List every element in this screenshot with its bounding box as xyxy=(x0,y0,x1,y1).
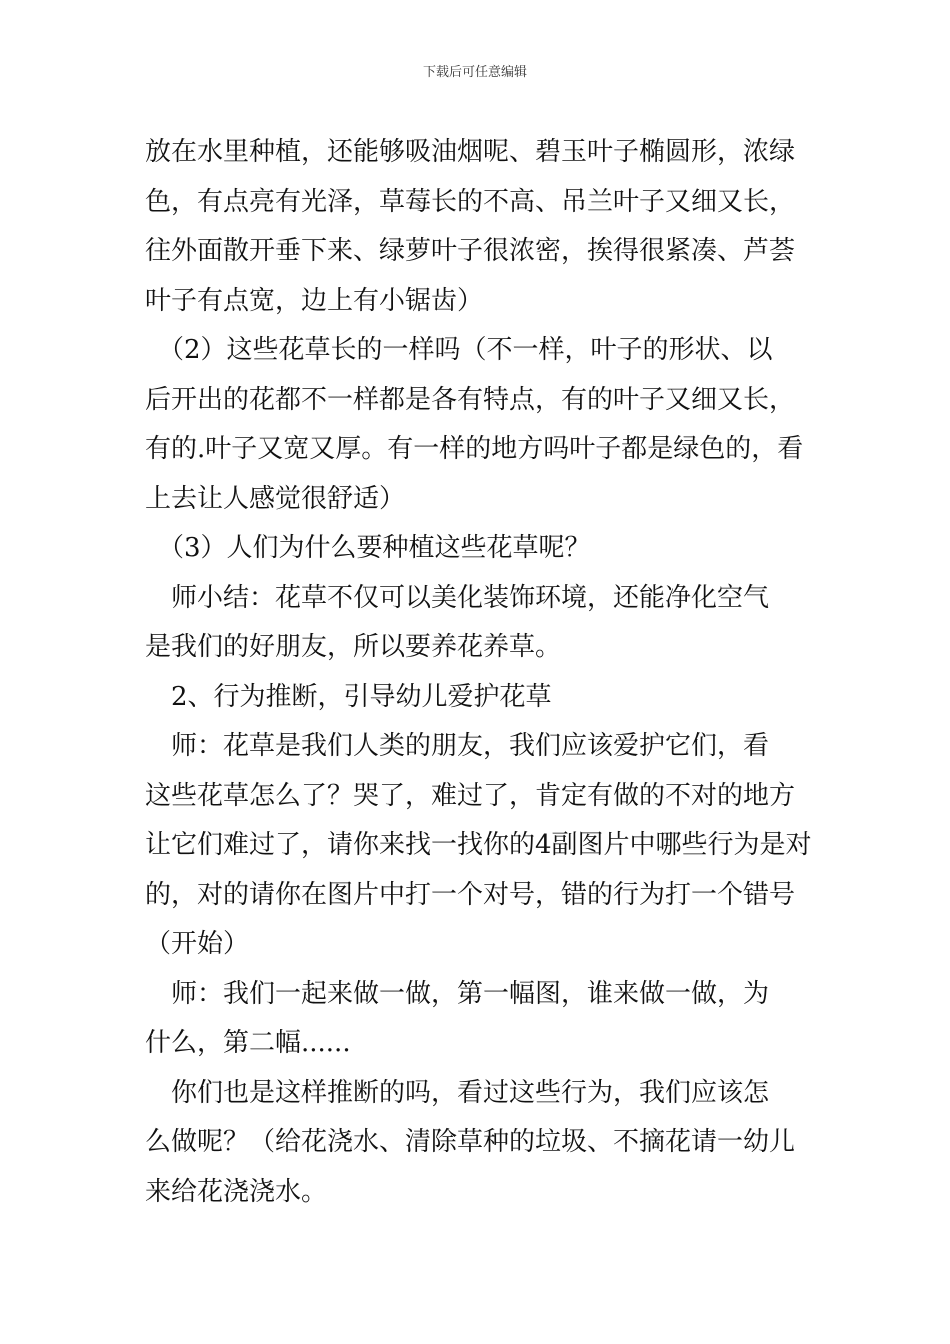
page-header: 下载后可任意编辑 xyxy=(422,65,527,80)
text-line: 放在水里种植，还能够吸油烟呢、碧玉叶子椭圆形，浓绿 xyxy=(145,137,796,167)
document-body xyxy=(145,128,812,1217)
text-line: 这些花草怎么了？哭了，难过了，肯定有做的不对的地方 xyxy=(145,780,796,811)
text-line: 有的.叶子又宽又厚。有一样的地方吗叶子都是绿色的，看 xyxy=(145,434,804,464)
text-line: 来给花浇浇水。 xyxy=(145,1176,328,1207)
text-line: （2）这些花草长的一样吗（不一样，叶子的形状、以 xyxy=(145,335,773,365)
text-line: 是我们的好朋友，所以要养花养草。 xyxy=(145,632,562,662)
text-line: 师：花草是我们人类的朋友，我们应该爱护它们，看 xyxy=(145,731,770,761)
text-line: 2、行为推断，引导幼儿爱护花草 xyxy=(145,681,552,712)
text-line: 的，对的请你在图片中打一个对号，错的行为打一个错号 xyxy=(145,879,796,910)
text-line: 你们也是这样推断的吗，看过这些行为，我们应该怎 xyxy=(145,1077,770,1108)
text-line: 上去让人感觉很舒适） xyxy=(145,483,406,514)
text-line: 后开出的花都不一样都是各有特点，有的叶子又细又长， xyxy=(145,384,796,415)
text-line: （开始） xyxy=(145,929,250,959)
text-line: 师：我们一起来做一做，第一幅图，谁来做一做，为 xyxy=(145,978,770,1009)
text-line: 让它们难过了，请你来找一找你的4副图片中哪些行为是对 xyxy=(145,830,812,860)
text-line: 什么，第二幅...... xyxy=(145,1028,351,1058)
text-line: 么做呢？（给花浇水、清除草种的垃圾、不摘花请一幼儿 xyxy=(145,1127,796,1157)
text-line: 师小结：花草不仅可以美化装饰环境，还能净化空气 xyxy=(145,582,770,613)
text-line: 叶子有点宽，边上有小锯齿） xyxy=(145,285,484,316)
text-line: （3）人们为什么要种植这些花草呢？ xyxy=(145,533,591,563)
text-line: 色，有点亮有光泽，草莓长的不高、吊兰叶子又细又长， xyxy=(145,186,796,217)
text-line: 往外面散开垂下来、绿萝叶子很浓密，挨得很紧凑、芦荟 xyxy=(145,236,796,266)
